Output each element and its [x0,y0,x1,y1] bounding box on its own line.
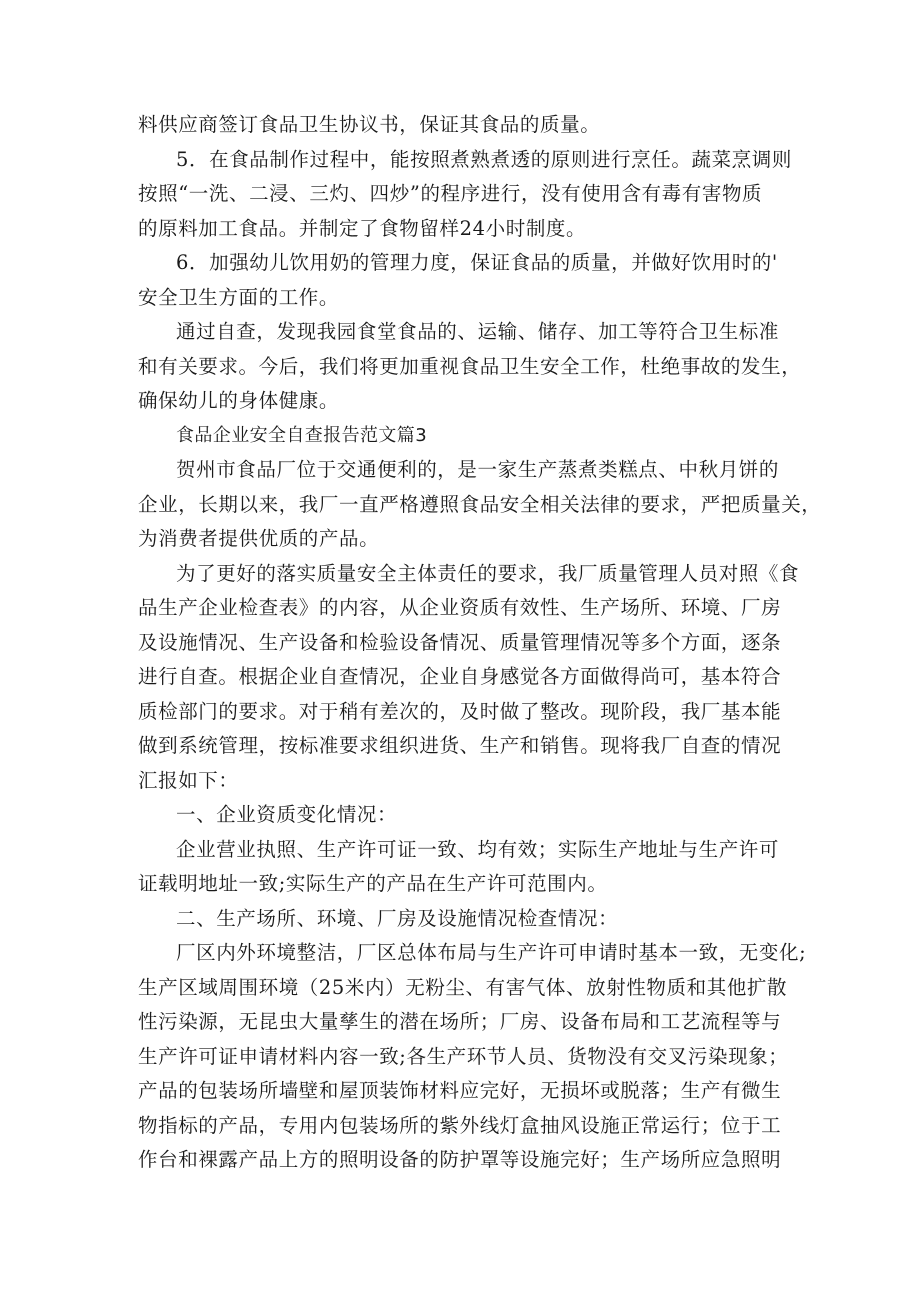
text-line: 厂区内外环境整洁，厂区总体布局与生产许可申请时基本一致，无变化; [176,941,807,964]
text-line: 的原料加工食品。并制定了食物留样24小时制度。 [138,216,587,240]
text-line: 安全卫生方面的工作。 [138,285,340,309]
text-line: 贺州市食品厂位于交通便利的，是一家生产蒸煮类糕点、中秋月饼的 [176,458,780,481]
text-line: 为了更好的落实质量安全主体责任的要求，我厂质量管理人员对照《食 [176,561,800,585]
text-line: 做到系统管理，按标准要求组织进货、生产和销售。现将我厂自查的情况 [138,734,782,757]
section-heading: 食品企业安全自查报告范文篇3 [176,424,428,446]
text-line: 性污染源，无昆虫大量孳生的潜在场所；厂房、设备布局和工艺流程等与 [138,1010,782,1033]
document-page [138,108,822,1178]
text-line: 通过自查，发现我园食堂食品的、运输、储存、加工等符合卫生标准 [176,320,780,343]
text-line: 品生产企业检查表》的内容，从企业资质有效性、生产场所、环境、厂房 [138,596,782,619]
text-line: 生产区域周围环境（25米内）无粉尘、有害气体、放射性物质和其他扩散 [138,975,788,999]
text-line: 生产许可证申请材料内容一致;各生产环节人员、货物没有交叉污染现象； [138,1044,789,1068]
text-line: 及设施情况、生产设备和检验设备情况、质量管理情况等多个方面，逐条 [138,630,782,654]
text-line: 和有关要求。今后，我们将更加重视食品卫生安全工作，杜绝事故的发生， [138,354,802,378]
text-line: 一、企业资质变化情况： [176,803,398,826]
text-line: 汇报如下： [138,768,239,792]
text-line: 按照“一洗、二浸、三灼、四炒”的程序进行，没有使用含有毒有害物质 [138,182,763,205]
text-line: 5．在食品制作过程中，能按照煮熟煮透的原则进行烹任。蔬菜烹调则 [176,147,793,171]
text-line: 物指标的产品，专用内包装场所的紫外线灯盒抽风设施正常运行；位于工 [138,1113,782,1137]
text-line: 产品的包装场所墙壁和屋顶装饰材料应完好，无损坏或脱落；生产有微生 [138,1079,782,1102]
text-line: 料供应商签订食品卫生协议书，保证其食品的质量。 [138,113,601,136]
text-line: 证载明地址一致;实际生产的产品在生产许可范围内。 [138,872,608,895]
text-line: 作台和裸露产品上方的照明设备的防护罩等设施完好；生产场所应急照明 [138,1148,782,1171]
text-line: 企业营业执照、生产许可证一致、均有效；实际生产地址与生产许可 [176,837,780,861]
text-line: 企业，长期以来，我厂一直严格遵照食品安全相关法律的要求，严把质量关， [138,492,822,516]
text-line: 进行自查。根据企业自查情况，企业自身感觉各方面做得尚可，基本符合 [138,665,782,688]
text-line: 为消费者提供优质的产品。 [138,527,380,550]
text-line: 6．加强幼儿饮用奶的管理力度，保证食品的质量，并做好饮用时的' [176,251,778,274]
text-line: 质检部门的要求。对于稍有差次的，及时做了整改。现阶段，我厂基本能 [138,699,782,723]
text-line: 二、生产场所、环境、厂房及设施情况检查情况： [176,906,619,930]
text-line: 确保幼儿的身体健康。 [138,389,340,412]
